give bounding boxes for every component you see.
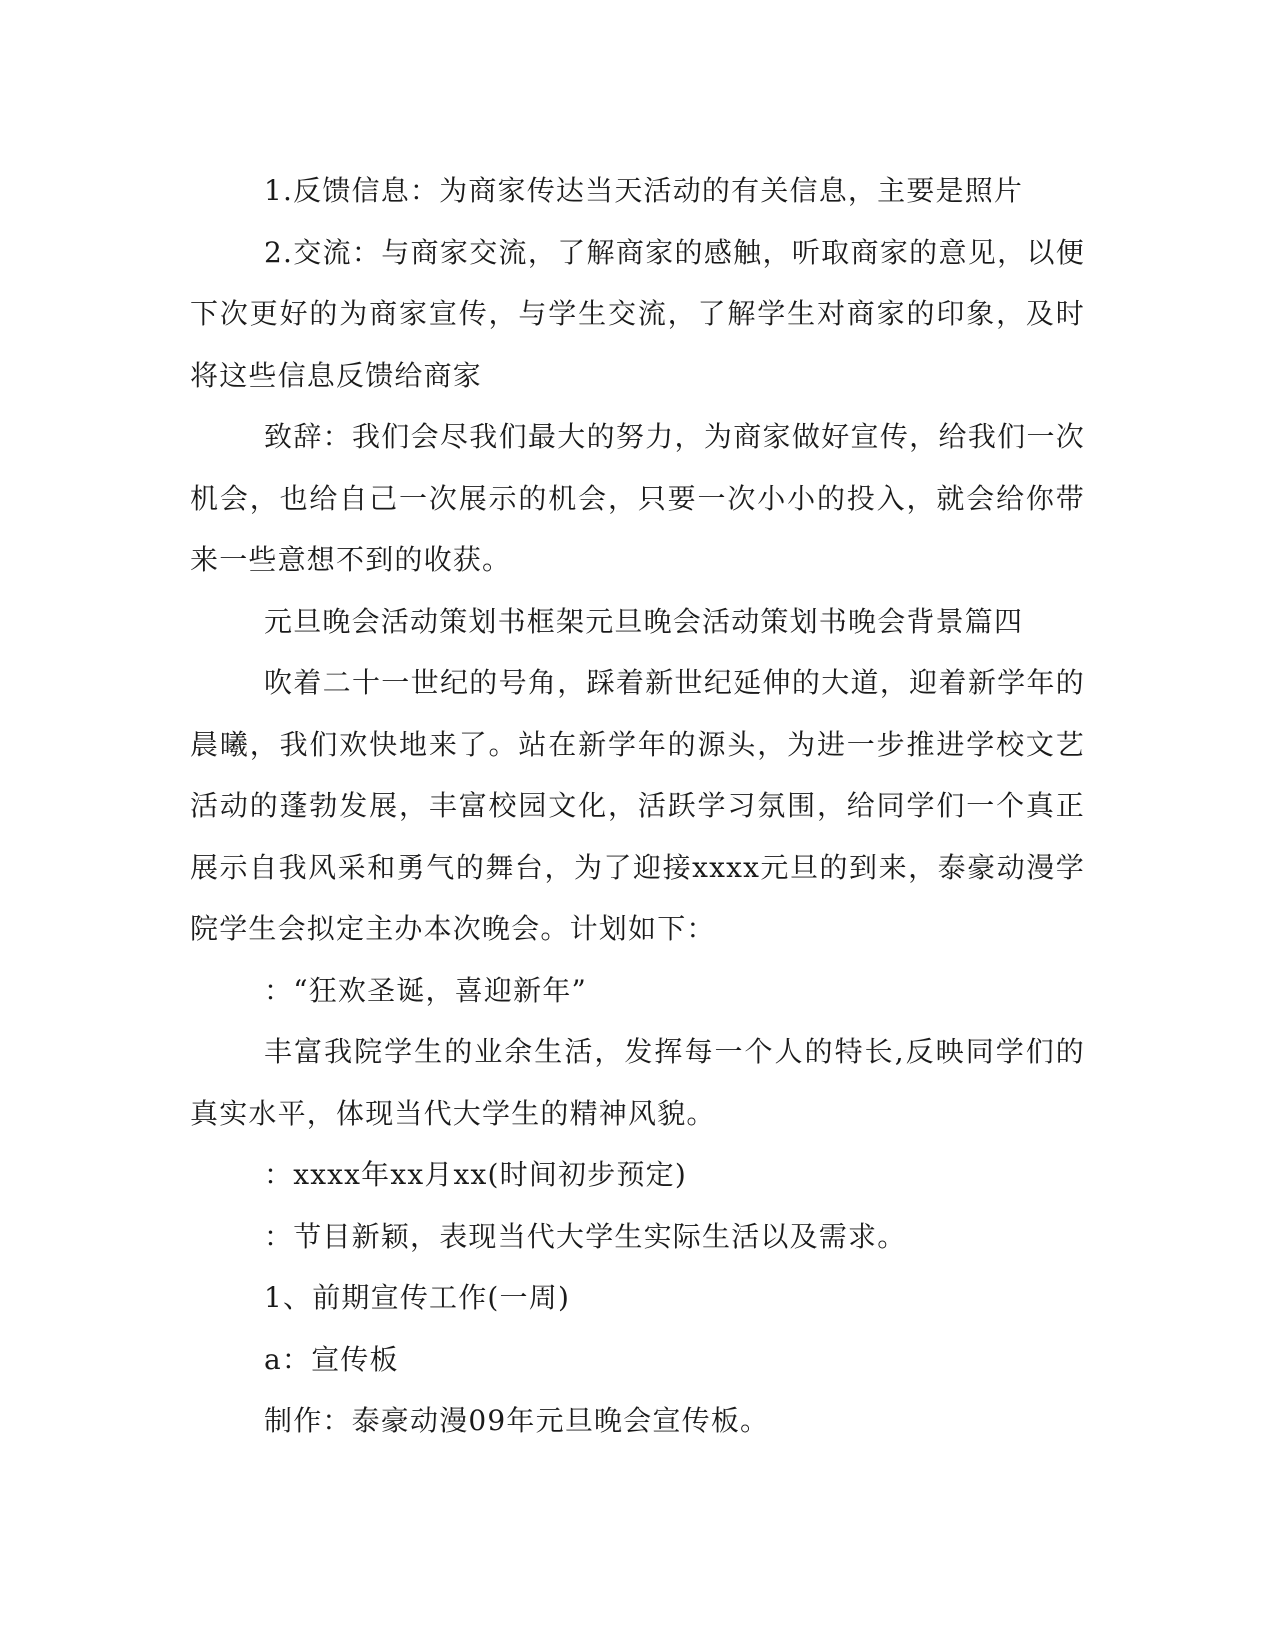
paragraph-background: 吹着二十一世纪的号角，踩着新世纪延伸的大道，迎着新学年的晨曦，我们欢快地来了。站在新学年的源头，为进一步推进学校文艺活动的蓬勃发展，丰富校园文化，活跃学习氛围，给同学们一个真正展示自我风采和勇气的舞台，为了迎接xxxx元旦的到来，泰豪动漫学院学生会拟定主办本次晚会。计划如下： <box>190 666 1085 945</box>
paragraph-time: ：xxxx年xx月xx(时间初步预定) <box>264 1158 687 1191</box>
document-body <box>190 160 1085 1452</box>
section-heading: 元旦晚会活动策划书框架元旦晚会活动策划书晚会背景篇四 <box>264 604 1024 638</box>
paragraph-requirements: ：节目新颖，表现当代大学生实际生活以及需求。 <box>264 1219 907 1253</box>
paragraph-promotion-step: 1、前期宣传工作(一周) <box>264 1281 571 1314</box>
paragraph-feedback: 1.反馈信息：为商家传达当天活动的有关信息，主要是照片 <box>264 174 1024 207</box>
paragraph-promotion-board: a：宣传板 <box>264 1342 399 1376</box>
paragraph-production: 制作：泰豪动漫09年元旦晚会宣传板。 <box>264 1404 770 1437</box>
paragraph-theme: ：“狂欢圣诞，喜迎新年” <box>264 973 588 1007</box>
paragraph-communication: 2.交流：与商家交流，了解商家的感触，听取商家的意见，以便下次更好的为商家宣传，与学生交流，了解学生对商家的印象，及时将这些信息反馈给商家 <box>190 235 1085 392</box>
paragraph-purpose: 丰富我院学生的业余生活，发挥每一个人的特长,反映同学们的真实水平，体现当代大学生的精神风貌。 <box>190 1035 1085 1130</box>
paragraph-closing-remarks: 致辞：我们会尽我们最大的努力，为商家做好宣传，给我们一次机会，也给自己一次展示的机会，只要一次小小的投入，就会给你带来一些意想不到的收获。 <box>190 420 1085 576</box>
